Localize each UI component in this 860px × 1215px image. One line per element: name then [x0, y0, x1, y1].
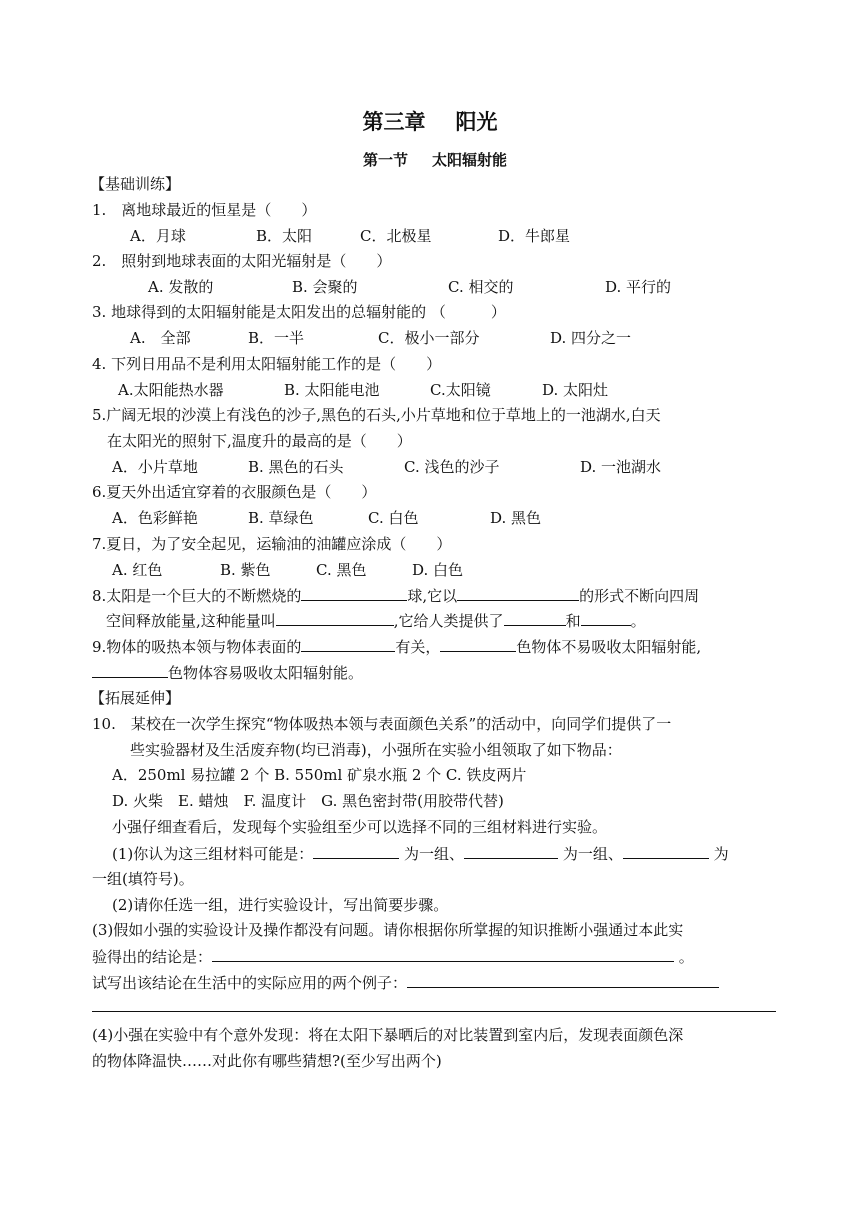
option-b: B．一半: [248, 329, 305, 347]
question-5-options: [112, 457, 661, 477]
option-d: D. 四分之一: [550, 329, 632, 347]
question-1-options: [130, 226, 570, 246]
question-3-options: [130, 328, 631, 348]
option-a: A．色彩鲜艳: [112, 509, 198, 527]
section-number: 第一节: [362, 151, 408, 169]
answer-blank[interactable]: [407, 972, 719, 988]
question-2-stem: 2. 照射到地球表面的太阳光辐射是（ ）: [92, 252, 392, 270]
option-b: B. 会聚的: [292, 278, 358, 296]
option-d: D. 太阳灶: [542, 381, 609, 399]
answer-blank[interactable]: [581, 610, 631, 626]
question-5-stem-line1: 5.广阔无垠的沙漠上有浅色的沙子,黑色的石头,小片草地和位于草地上的一池湖水,白天: [92, 406, 661, 424]
question-5-stem-line2: 在太阳光的照射下,温度升的最高的是（ ）: [107, 432, 412, 450]
option-a: A．小片草地: [112, 458, 198, 476]
part-heading-basic: 【基础训练】: [90, 175, 181, 193]
option-c: C. 白色: [368, 509, 419, 527]
question-10-part4-line2: 的物体降温快……对此你有哪些猜想?(至少写出两个): [92, 1052, 442, 1070]
question-1-stem: 1. 离地球最近的恒星是（ ）: [92, 201, 317, 219]
question-4-options: [118, 380, 608, 400]
option-d: D. 白色: [412, 561, 464, 579]
option-c: C. 浅色的沙子: [404, 458, 500, 476]
option-c: C. 相交的: [448, 278, 514, 296]
question-10-materials-1: A．250ml 易拉罐 2 个 B. 550ml 矿泉水瓶 2 个 C. 铁皮两片: [112, 766, 527, 784]
question-10-conclusion: 验得出的结论是： 。: [92, 948, 694, 966]
answer-blank[interactable]: [440, 636, 516, 652]
section-name: 太阳辐射能: [432, 151, 508, 169]
question-9-line1: 9.物体的吸热本领与物体表面的 有关， 色物体不易吸收太阳辐射能,: [92, 638, 702, 656]
question-10-line5: 小强仔细查看后，发现每个实验组至少可以选择不同的三组材料进行实验。: [112, 818, 608, 836]
part-heading-extension: 【拓展延伸】: [90, 689, 181, 707]
question-9-line2: 色物体容易吸收太阳辐射能。: [92, 662, 363, 683]
question-4-stem: 4. 下列日用品不是利用太阳辐射能工作的是（ ）: [92, 355, 442, 373]
answer-blank[interactable]: [301, 585, 407, 601]
option-a: A. 全部: [130, 329, 191, 347]
option-b: B. 太阳能电池: [284, 381, 380, 399]
question-2-options: [148, 277, 671, 297]
question-10-part4: (4)小强在实验中有个意外发现：将在太阳下暴晒后的对比装置到室内后，发现表面颜色深: [92, 1026, 684, 1044]
option-d: D．牛郎星: [498, 227, 571, 245]
option-d: D. 一池湖水: [580, 458, 662, 476]
option-a: A. 红色: [112, 561, 163, 579]
answer-blank[interactable]: [301, 636, 395, 652]
question-7-options: [112, 560, 463, 580]
question-10-part1: (1)你认为这三组材料可能是： 为一组、 为一组、 为: [112, 845, 729, 863]
chapter-title: [0, 106, 860, 136]
option-a: A. 发散的: [148, 278, 214, 296]
answer-blank[interactable]: [313, 843, 399, 859]
question-10-part3: (3)假如小强的实验设计及操作都没有问题。请你根据你所掌握的知识推断小强通过本此实: [92, 921, 684, 939]
answer-blank[interactable]: [457, 585, 579, 601]
question-10-line7: 一组(填符号)。: [92, 870, 194, 888]
option-c: C．北极星: [360, 227, 432, 245]
option-c: C.太阳镜: [430, 381, 491, 399]
section-title: [0, 149, 860, 170]
question-3-stem: 3. 地球得到的太阳辐射能是太阳发出的总辐射能的 （ ）: [92, 303, 506, 321]
option-d: D. 平行的: [605, 278, 672, 296]
option-a: A．月球: [130, 227, 186, 245]
option-b: B．太阳: [256, 227, 313, 245]
question-8-line1: 8.太阳是一个巨大的不断燃烧的 球,它以 的形式不断向四周: [92, 587, 700, 605]
question-10-part2: (2)请你任选一组，进行实验设计，写出简要步骤。: [112, 896, 449, 914]
question-7-stem: 7.夏日，为了安全起见，运输油的油罐应涂成（ ）: [92, 535, 452, 553]
question-6-options: [112, 508, 541, 528]
answer-blank[interactable]: [92, 662, 168, 678]
option-a: A.太阳能热水器: [118, 381, 224, 399]
option-b: B. 黑色的石头: [248, 458, 344, 476]
answer-blank[interactable]: [464, 843, 558, 859]
option-b: B. 紫色: [220, 561, 271, 579]
chapter-number: 第三章: [362, 110, 426, 134]
option-c: C．极小一部分: [378, 329, 480, 347]
answer-blank[interactable]: [212, 946, 674, 962]
chapter-name: 阳光: [455, 110, 498, 134]
answer-blank[interactable]: [276, 610, 394, 626]
question-8-line2: 空间释放能量,这种能量叫 ,它给人类提供了 和 。: [106, 612, 646, 630]
option-d: D. 黑色: [490, 509, 542, 527]
question-6-stem: 6.夏天外出适宜穿着的衣服颜色是（ ）: [92, 483, 377, 501]
answer-line[interactable]: [92, 1011, 776, 1012]
option-b: B. 草绿色: [248, 509, 314, 527]
option-c: C. 黑色: [316, 561, 367, 579]
answer-blank[interactable]: [504, 610, 566, 626]
answer-blank[interactable]: [623, 843, 709, 859]
question-10-materials-2: D. 火柴 E. 蜡烛 F. 温度计 G. 黑色密封带(用胶带代替): [112, 792, 504, 810]
question-10-examples: 试写出该结论在生活中的实际应用的两个例子：: [92, 972, 719, 993]
question-10-line2: 些实验器材及生活废弃物(均已消毒)，小强所在实验小组领取了如下物品：: [130, 741, 622, 759]
question-10-line1: 10. 某校在一次学生探究“物体吸热本领与表面颜色关系”的活动中，向同学们提供了一: [92, 715, 672, 733]
